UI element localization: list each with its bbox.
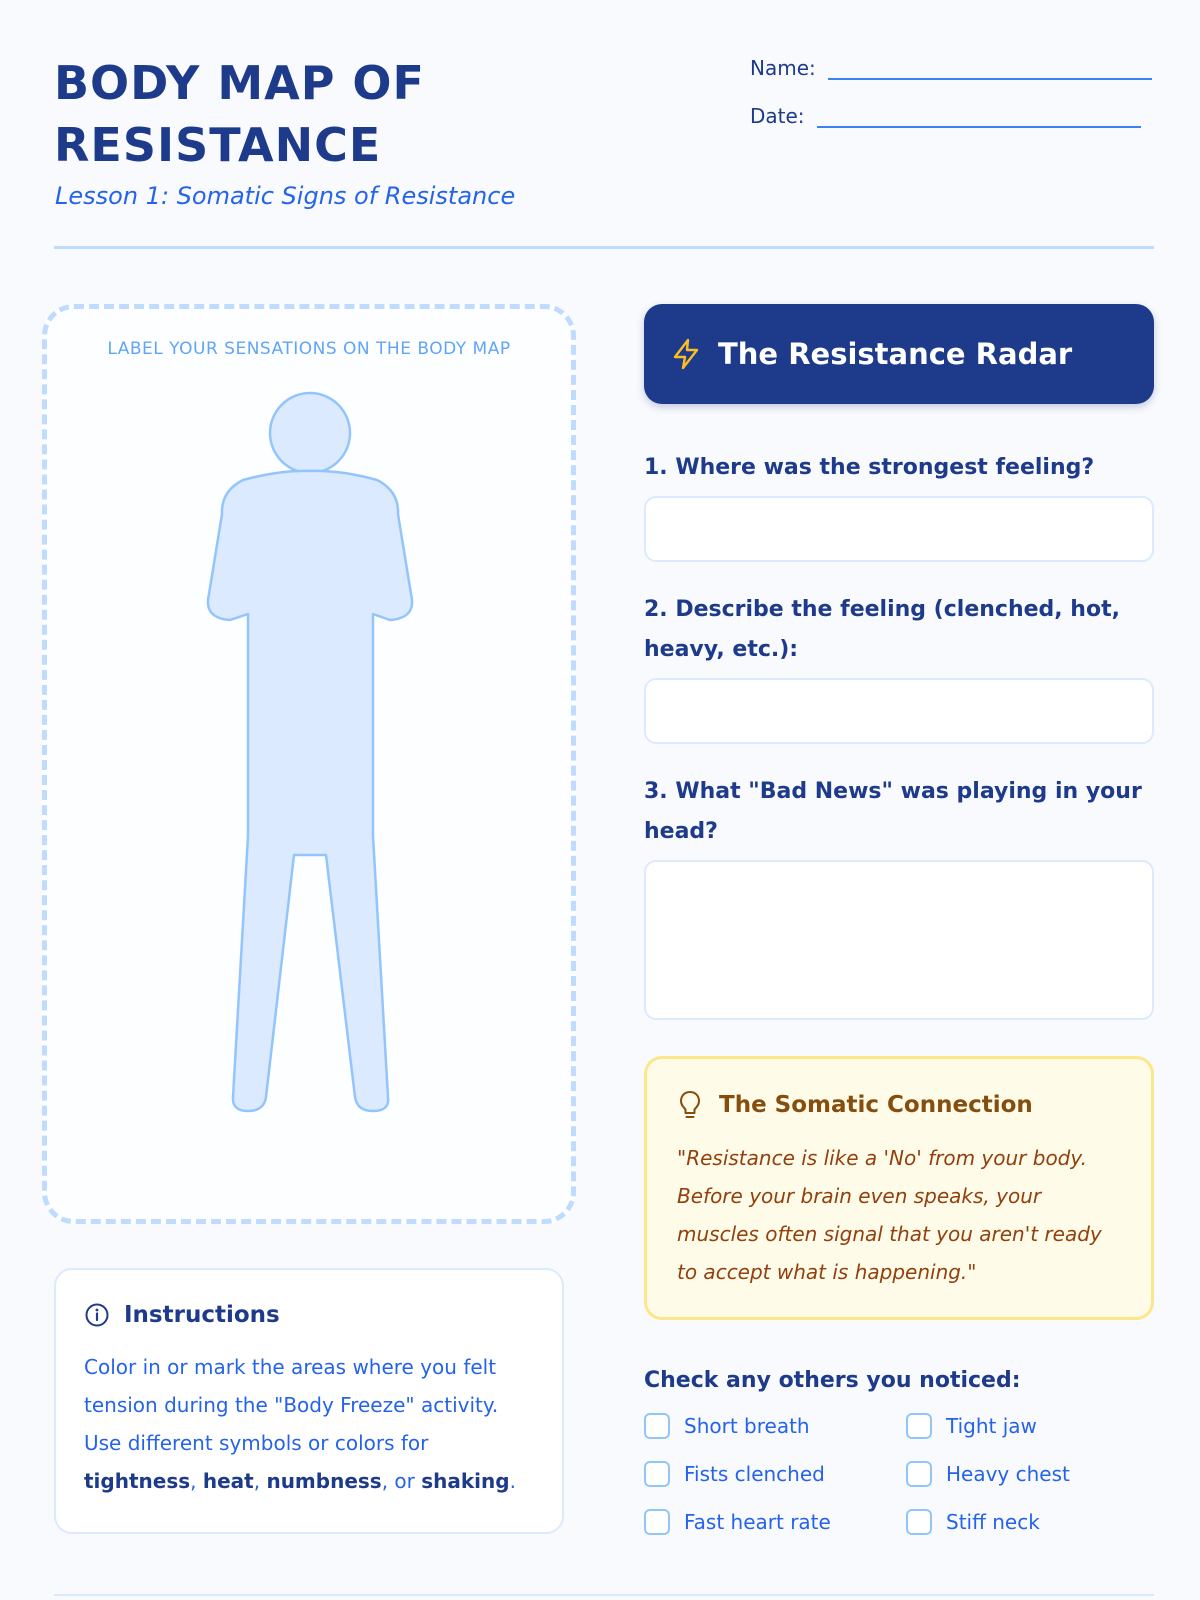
body-map-label: LABEL YOUR SENSATIONS ON THE BODY MAP xyxy=(107,339,511,359)
term-shaking: shaking xyxy=(421,1469,510,1493)
separator: , xyxy=(190,1469,203,1493)
lightbulb-icon xyxy=(677,1089,703,1121)
question-1-input[interactable] xyxy=(644,496,1154,562)
name-label: Name: xyxy=(750,56,816,80)
instructions-text xyxy=(84,1348,536,1500)
question-1-label: 1. Where was the strongest feeling? xyxy=(644,455,1095,480)
somatic-connection-note xyxy=(644,1056,1154,1320)
date-label: Date: xyxy=(750,104,805,128)
body-torso[interactable] xyxy=(208,471,412,1111)
checkbox[interactable] xyxy=(644,1461,670,1487)
check-heavy-chest[interactable] xyxy=(906,1460,1164,1488)
resistance-radar-header xyxy=(644,304,1154,404)
body-map-panel[interactable] xyxy=(42,304,576,1224)
question-3-input[interactable] xyxy=(644,860,1154,1020)
somatic-quote: "Resistance is like a 'No' from your body. Before your brain even speaks, your muscles often signal that you aren't ready to accept what is happening." xyxy=(677,1146,1102,1284)
check-fists-clenched[interactable] xyxy=(644,1460,906,1488)
checkbox[interactable] xyxy=(906,1509,932,1535)
instructions-box xyxy=(54,1268,564,1534)
instructions-body: Color in or mark the areas where you felt tension during the "Body Freeze" activity. Use different symbols or colors for xyxy=(84,1355,499,1455)
checkbox-label: Tight jaw xyxy=(946,1414,1037,1438)
checkbox[interactable] xyxy=(906,1461,932,1487)
checklist-title: Check any others you noticed: xyxy=(644,1368,1021,1393)
page-title: BODY MAP OF RESISTANCE xyxy=(54,56,425,172)
page-subtitle: Lesson 1: Somatic Signs of Resistance xyxy=(55,182,516,210)
check-stiff-neck[interactable] xyxy=(906,1508,1164,1536)
somatic-title: The Somatic Connection xyxy=(719,1092,1033,1118)
check-short-breath[interactable] xyxy=(644,1412,906,1440)
lightning-icon xyxy=(670,337,702,371)
checkbox[interactable] xyxy=(644,1509,670,1535)
checklist xyxy=(644,1412,1164,1536)
separator: . xyxy=(509,1469,516,1493)
checkbox-label: Heavy chest xyxy=(946,1462,1070,1486)
term-heat: heat xyxy=(202,1469,254,1493)
body-head[interactable] xyxy=(270,393,350,473)
name-row xyxy=(750,56,1152,80)
instructions-title: Instructions xyxy=(124,1302,280,1328)
separator: , xyxy=(253,1469,267,1493)
checkbox[interactable] xyxy=(644,1413,670,1439)
question-2-input[interactable] xyxy=(644,678,1154,744)
question-2-label: 2. Describe the feeling (clenched, hot, heavy, etc.): xyxy=(644,597,1120,662)
checkbox-label: Fast heart rate xyxy=(684,1510,831,1534)
separator: , or xyxy=(381,1469,422,1493)
header-divider xyxy=(54,246,1154,249)
checkbox[interactable] xyxy=(906,1413,932,1439)
footer-divider xyxy=(54,1594,1154,1596)
body-outline[interactable] xyxy=(47,309,571,1219)
check-fast-heart-rate[interactable] xyxy=(644,1508,906,1536)
term-tightness: tightness xyxy=(84,1469,191,1493)
checkbox-label: Stiff neck xyxy=(946,1510,1040,1534)
checkbox-label: Short breath xyxy=(684,1414,810,1438)
info-icon xyxy=(84,1302,110,1328)
radar-title: The Resistance Radar xyxy=(718,337,1073,371)
term-numbness: numbness xyxy=(266,1469,382,1493)
date-field[interactable] xyxy=(817,126,1141,128)
name-field[interactable] xyxy=(828,78,1152,80)
date-row xyxy=(750,104,1141,128)
check-tight-jaw[interactable] xyxy=(906,1412,1164,1440)
question-3-label: 3. What "Bad News" was playing in your head? xyxy=(644,779,1142,844)
checkbox-label: Fists clenched xyxy=(684,1462,825,1486)
